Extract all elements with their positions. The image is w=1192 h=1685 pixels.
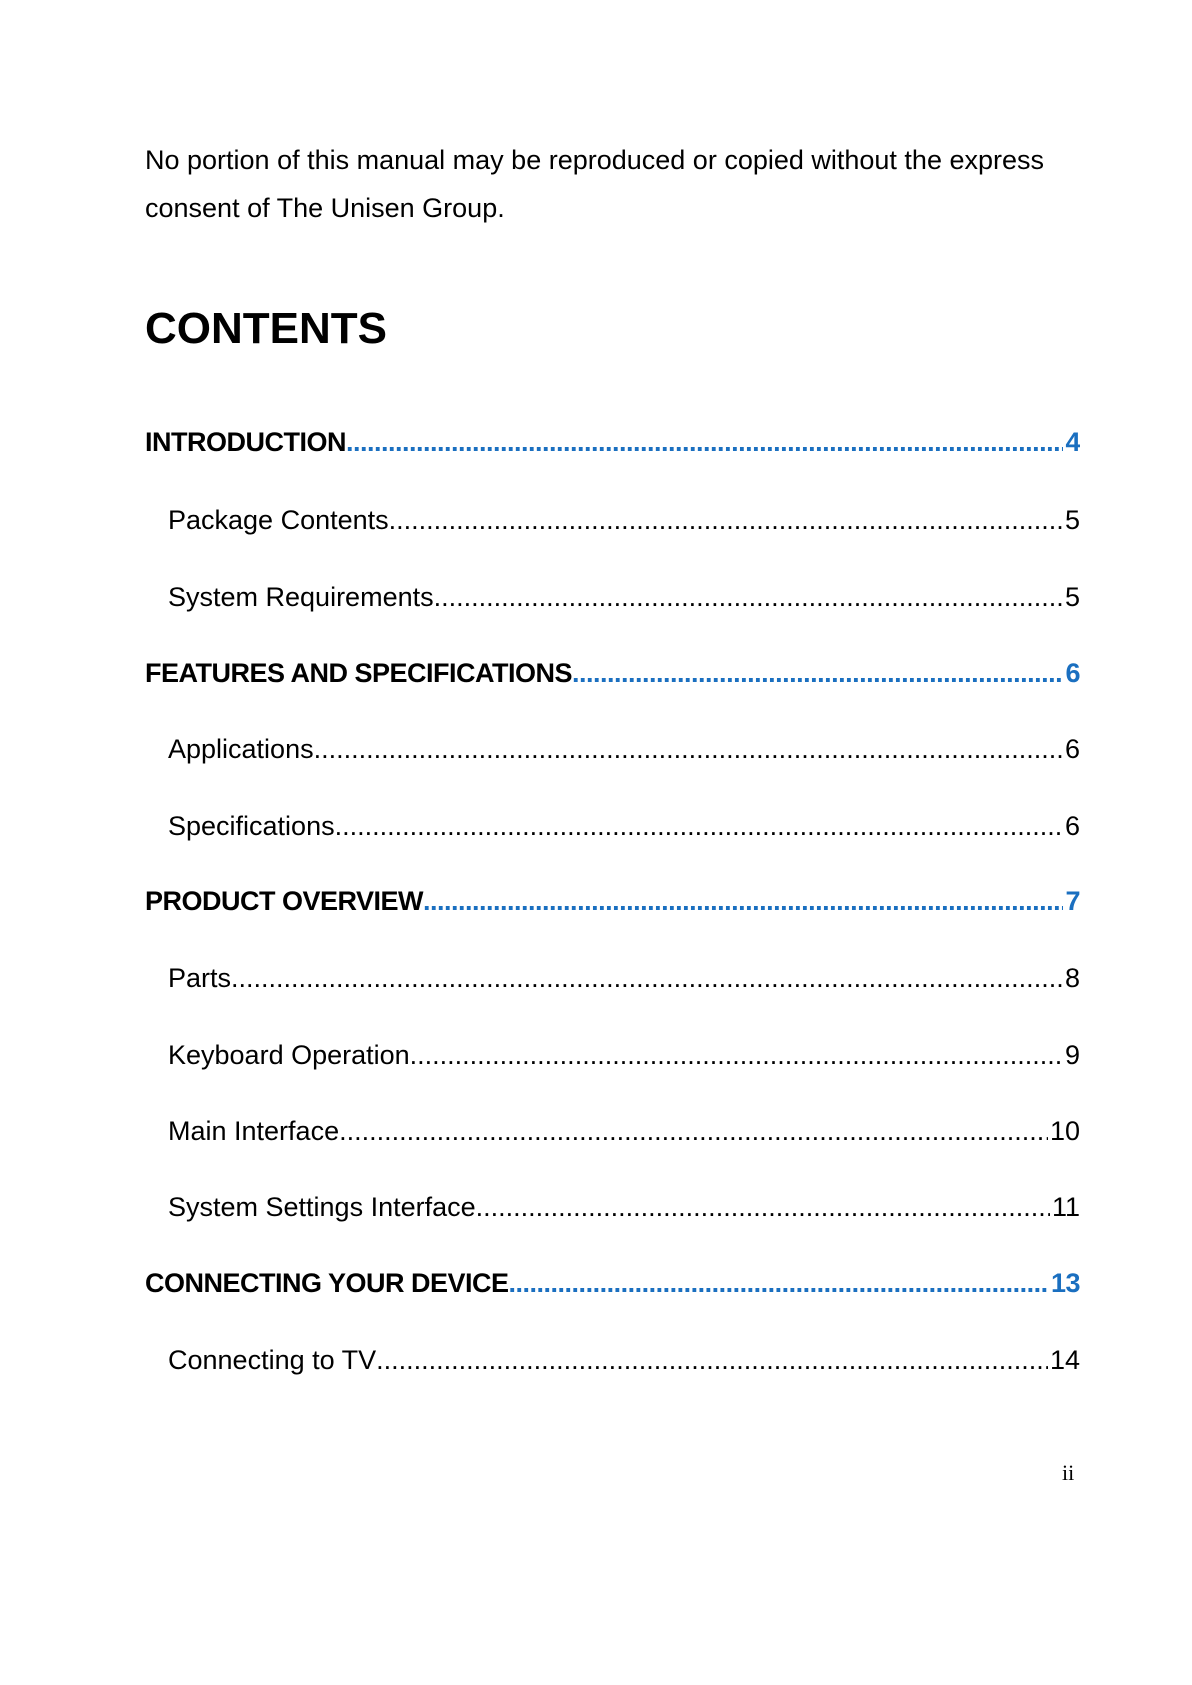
page-number: ii: [1062, 1460, 1075, 1485]
toc-entry-parts[interactable]: [168, 958, 1080, 998]
toc-entry-label: FEATURES AND SPECIFICATIONS: [145, 658, 573, 688]
toc-page-number: 4: [1065, 427, 1080, 457]
toc-dot-leader: [231, 958, 1063, 998]
toc-entry-package-contents[interactable]: [168, 500, 1080, 540]
copyright-notice: No portion of this manual may be reproduced or copied without the express consent of The Unisen Group.: [145, 145, 1045, 223]
toc-entry-label: Applications: [168, 734, 314, 764]
toc-dot-leader: [376, 1340, 1048, 1380]
toc-page-number: 5: [1064, 582, 1080, 612]
toc-page-number: 9: [1064, 1040, 1080, 1070]
toc-dot-leader: [335, 806, 1063, 846]
toc-page-number: 6: [1065, 658, 1080, 688]
toc-entry-system-requirements[interactable]: [168, 577, 1080, 617]
toc-entry-label: INTRODUCTION: [145, 427, 346, 457]
contents-title: CONTENTS: [145, 304, 387, 353]
toc-entry-label: Specifications: [168, 811, 335, 841]
toc-dot-leader: [410, 1035, 1063, 1075]
toc-page-number: 6: [1064, 734, 1080, 764]
toc-entry-label: System Settings Interface: [168, 1192, 476, 1222]
toc-page-number: 14: [1049, 1345, 1080, 1375]
toc-entry-label: Connecting to TV: [168, 1345, 377, 1375]
toc-page-number: 6: [1064, 811, 1080, 841]
toc-entry-label: PRODUCT OVERVIEW: [145, 886, 424, 916]
toc-entry-label: Package Contents: [168, 505, 389, 535]
toc-dot-leader: [389, 500, 1063, 540]
toc-page-number: 13: [1050, 1268, 1080, 1298]
toc-dot-leader: [423, 881, 1063, 921]
toc-page-number: 8: [1064, 963, 1080, 993]
toc-entry-label: System Requirements: [168, 582, 434, 612]
toc-entry-introduction[interactable]: [145, 422, 1080, 462]
toc-dot-leader: [434, 577, 1063, 617]
toc-entry-specifications[interactable]: [168, 806, 1080, 846]
toc-entry-keyboard-operation[interactable]: [168, 1035, 1080, 1075]
toc-entry-applications[interactable]: [168, 729, 1080, 769]
toc-entry-label: Parts: [168, 963, 232, 993]
toc-dot-leader: [346, 422, 1063, 462]
toc-entry-label: CONNECTING YOUR DEVICE: [145, 1268, 509, 1298]
toc-entry-connecting-to-tv[interactable]: [168, 1340, 1080, 1380]
toc-page-number: 10: [1049, 1116, 1080, 1146]
toc-entry-system-settings-interface[interactable]: [168, 1187, 1080, 1227]
toc-entry-features-and-specifications[interactable]: [145, 653, 1080, 693]
toc-dot-leader: [476, 1187, 1050, 1227]
toc-dot-leader: [339, 1111, 1048, 1151]
toc-entry-main-interface[interactable]: [168, 1111, 1080, 1151]
toc-page-number: 7: [1065, 886, 1080, 916]
toc-page-number: 5: [1064, 505, 1080, 535]
toc-entry-connecting-your-device[interactable]: [145, 1263, 1080, 1303]
toc-entry-product-overview[interactable]: [145, 881, 1080, 921]
toc-dot-leader: [314, 729, 1063, 769]
toc-entry-label: Main Interface: [168, 1116, 340, 1146]
toc-page-number: 11: [1051, 1192, 1080, 1222]
toc-dot-leader: [572, 653, 1063, 693]
toc-dot-leader: [509, 1263, 1049, 1303]
toc-entry-label: Keyboard Operation: [168, 1040, 410, 1070]
